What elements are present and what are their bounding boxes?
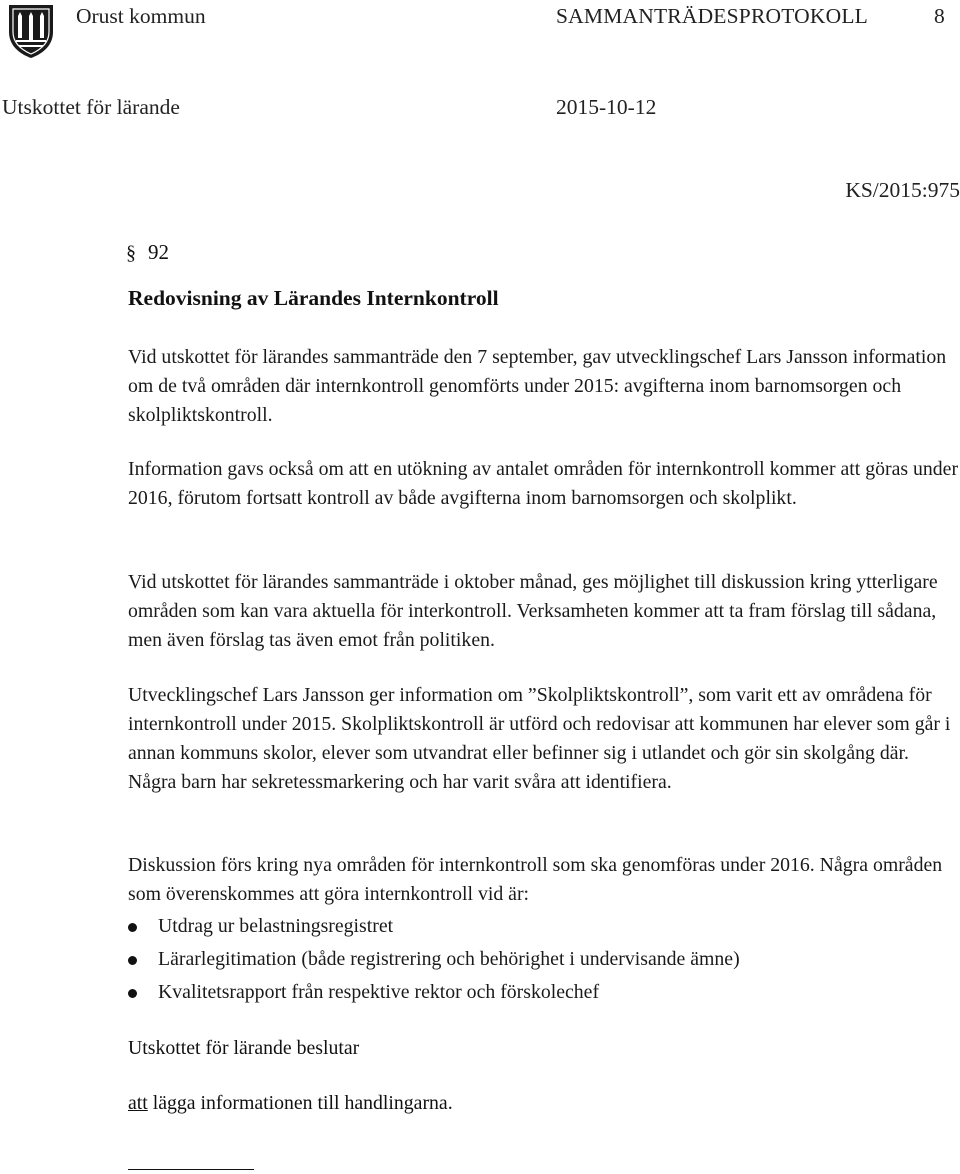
section-number: 92	[148, 240, 169, 264]
municipal-coat-of-arms-icon	[6, 2, 56, 60]
list-item-text: Kvalitetsrapport från respektive rektor och förskolechef	[158, 981, 600, 1003]
list-item	[128, 976, 928, 1009]
document-type: SAMMANTRÄDESPROTOKOLL	[556, 4, 869, 28]
section-sign: §	[126, 242, 136, 264]
bullet-icon	[128, 956, 137, 965]
decision-text	[128, 1092, 453, 1115]
list-item	[128, 910, 928, 943]
meeting-date: 2015-10-12	[556, 95, 657, 119]
att-word: att	[128, 1092, 148, 1114]
paragraph: Utvecklingschef Lars Jansson ger information om ”Skolpliktskontroll”, som varit ett av områdena för internkontroll under 2015. Skolpliktskontroll är utförd och redovisar att kommunen har elever som går i annan kommuns skolor, elever som utvandrat eller befinner sig i utlandet och gör sin skolgång där. Några barn har sekretessmarkering och har varit svåra att identifiera.	[128, 684, 951, 793]
municipality-name: Orust kommun	[76, 4, 206, 28]
signature-line	[128, 1169, 254, 1170]
committee-name: Utskottet för lärande	[2, 95, 180, 119]
item-title: Redovisning av Lärandes Internkontroll	[128, 286, 499, 310]
page-number: 8	[934, 4, 945, 28]
paragraph: Vid utskottet för lärandes sammanträde i oktober månad, ges möjlighet till diskussion kring ytterligare områden som kan vara aktuella för interkontroll. Verksamheten kommer att ta fram förslag till sådana, men även förslag tas även emot från politiken.	[128, 571, 938, 651]
list-item	[128, 943, 928, 976]
bullet-icon	[128, 989, 137, 998]
list-item-text: Lärarlegitimation (både registrering och behörighet i undervisande ämne)	[158, 948, 740, 970]
decision-heading: Utskottet för lärande beslutar	[128, 1037, 360, 1059]
section-heading	[126, 240, 169, 265]
control-areas-list	[128, 910, 928, 1009]
list-item-text: Utdrag ur belastningsregistret	[158, 915, 394, 937]
paragraph: Information gavs också om att en utökning av antalet områden för internkontroll kommer att göras under 2016, förutom fortsatt kontroll av både avgifterna inom barnomsorgen och skolplikt.	[128, 458, 959, 509]
decision-body: lägga informationen till handlingarna.	[147, 1092, 453, 1114]
paragraph: Vid utskottet för lärandes sammanträde den 7 september, gav utvecklingschef Lars Jansson information om de två områden där internkontroll genomförts under 2015: avgifterna inom barnomsorgen och skolpliktskontroll.	[128, 346, 947, 426]
paragraph: Diskussion förs kring nya områden för internkontroll som ska genomföras under 2016. Några områden som överenskommes att göra internkontroll vid är:	[128, 854, 943, 905]
bullet-icon	[128, 923, 137, 932]
case-number: KS/2015:975	[845, 178, 960, 202]
